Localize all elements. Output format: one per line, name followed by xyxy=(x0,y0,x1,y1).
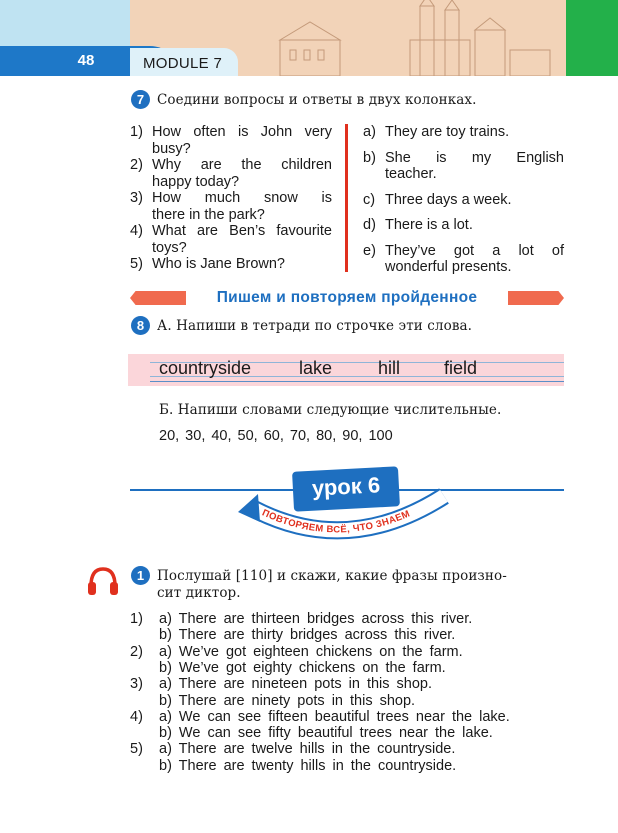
question-item-line: How much snow is xyxy=(152,190,332,206)
listening-option-a: a) We can see fifteen beautiful trees near the lake. xyxy=(159,708,510,725)
listening-option-b: b) We can see fifty beautiful trees near the lake. xyxy=(159,725,493,742)
question-item-line: How often is John very xyxy=(152,124,332,140)
task-7-title: Соедини вопросы и ответы в двух колонках. xyxy=(157,92,477,108)
listening-option-a: a) There are thirteen bridges across this river. xyxy=(159,611,473,627)
task-8-part-a: А. Напиши в тетради по строчке эти слова. xyxy=(157,318,473,334)
question-item-number: 5) xyxy=(130,256,143,272)
listening-option-a: a) We’ve got eighteen chickens on the farm. xyxy=(159,643,463,660)
listening-option-b: b) There are thirty bridges across this river. xyxy=(159,627,456,644)
task-1-number: 1 xyxy=(131,566,150,585)
task-8-part-b: Б. Напиши словами следующие числительные. xyxy=(159,402,502,418)
answer-item-line: Three days a week. xyxy=(385,191,512,208)
task-1-title-line-2: сит диктор. xyxy=(157,585,241,601)
word-hill: hill xyxy=(378,358,401,378)
answer-item-line: wonderful presents. xyxy=(385,259,512,275)
answer-item-line: She is my English xyxy=(385,149,564,166)
question-item-line: Why are the children xyxy=(152,157,332,173)
question-item-line: there in the park? xyxy=(152,206,265,223)
question-item-line: What are Ben’s favourite xyxy=(152,223,332,239)
word-countryside: countryside xyxy=(159,358,252,378)
question-item xyxy=(130,223,332,256)
question-item-number: 1) xyxy=(130,124,143,140)
question-item-number: 4) xyxy=(130,223,143,239)
question-item-line: happy today? xyxy=(152,173,240,190)
question-item xyxy=(130,256,332,273)
answer-item-number: c) xyxy=(363,191,376,208)
listening-item-number: 4) xyxy=(130,708,143,725)
answer-item-number: e) xyxy=(363,242,376,259)
listening-item-number: 2) xyxy=(130,643,143,660)
section-bar-right xyxy=(508,291,564,305)
answer-item xyxy=(363,150,564,183)
listening-option-b: b) There are twenty hills in the countryside. xyxy=(159,757,457,774)
answer-item-line: They are toy trains. xyxy=(385,124,510,140)
answer-item-number: a) xyxy=(363,124,376,140)
section-bar-left xyxy=(130,291,186,305)
answer-item xyxy=(363,192,564,209)
listening-item-number: 5) xyxy=(130,741,143,758)
listening-option-b: b) There are ninety pots in this shop. xyxy=(159,692,416,709)
question-item-line: Who is Jane Brown? xyxy=(152,256,285,272)
question-item xyxy=(130,157,332,190)
answer-item xyxy=(363,124,564,141)
numerals-list: 20, 30, 40, 50, 60, 70, 80, 90, 100 xyxy=(159,428,393,444)
answer-item-line: teacher. xyxy=(385,166,437,182)
question-item-number: 3) xyxy=(130,190,143,206)
lesson-label: урок 6 xyxy=(311,472,381,501)
answer-item-number: b) xyxy=(363,149,376,166)
lesson-arc-text: ПОВТОРЯЕМ ВСЁ, ЧТО ЗНАЕМ xyxy=(260,507,412,536)
answer-item xyxy=(363,217,564,234)
questions-column xyxy=(130,124,332,273)
listening-item-number: 1) xyxy=(130,611,143,627)
word-field: field xyxy=(444,358,478,378)
question-item xyxy=(130,190,332,223)
headphones-icon xyxy=(86,566,120,596)
answer-item-line: There is a lot. xyxy=(385,217,473,233)
question-item-line: busy? xyxy=(152,140,191,157)
answer-item-line: They’ve got a lot of xyxy=(385,242,564,259)
section-title: Пишем и повторяем пройденное xyxy=(216,289,478,306)
listening-option-a: a) There are twelve hills in the countryside. xyxy=(159,741,456,758)
city-skyline-illustration xyxy=(270,0,566,76)
page-header xyxy=(0,0,618,76)
task-7-number: 7 xyxy=(131,90,150,109)
question-item-line: toys? xyxy=(152,239,187,256)
writing-baseline xyxy=(150,381,564,382)
word-lake: lake xyxy=(299,358,333,378)
listening-option-a: a) There are nineteen pots in this shop. xyxy=(159,676,433,693)
listening-option-b: b) We’ve got eighty chickens on the farm. xyxy=(159,659,446,676)
listening-item-number: 3) xyxy=(130,676,143,693)
task-8-number: 8 xyxy=(131,316,150,335)
module-label: MODULE 7 xyxy=(143,55,223,72)
question-item xyxy=(130,124,332,157)
column-divider xyxy=(345,124,348,272)
answer-item xyxy=(363,243,564,276)
question-item-number: 2) xyxy=(130,157,143,173)
header-green-strip xyxy=(566,0,618,76)
answer-item-number: d) xyxy=(363,217,376,233)
task-1-title-line-1: Послушай [110] и скажи, какие фразы произно- xyxy=(157,568,507,584)
page-number: 48 xyxy=(77,52,95,69)
answers-column xyxy=(363,124,564,285)
